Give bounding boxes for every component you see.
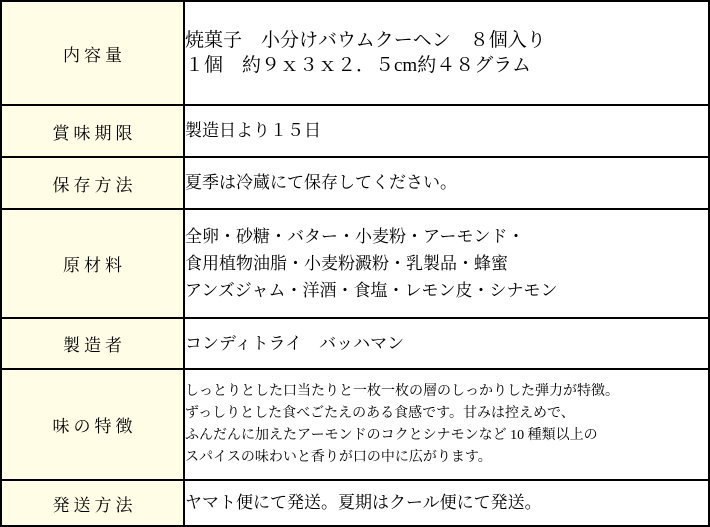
- table-row: [1, 1, 709, 105]
- content-line: 製造日より１５日: [185, 121, 321, 140]
- row-content: [184, 480, 709, 526]
- row-label: 保存方法: [1, 157, 184, 209]
- content-line: ふんだんに加えたアーモンドのコクとシナモンなど 10 種類以上の: [185, 427, 598, 443]
- row-content: [184, 318, 709, 369]
- row-content: [184, 369, 709, 480]
- content-line: 全卵・砂糖・バター・小麦粉・アーモンド・: [185, 227, 525, 246]
- row-content: [184, 1, 709, 105]
- row-label: 内容量: [1, 1, 184, 105]
- table-row: [1, 209, 709, 318]
- table-row: [1, 480, 709, 526]
- row-label: 発送方法: [1, 480, 184, 526]
- table-row: [1, 105, 709, 157]
- content-line: 夏季は冷蔵にて保存してください。: [185, 173, 457, 192]
- content-line: 食用植物油脂・小麦粉澱粉・乳製品・蜂蜜: [185, 254, 508, 273]
- table-row: [1, 369, 709, 480]
- row-label: 賞味期限: [1, 105, 184, 157]
- row-content: [184, 209, 709, 318]
- content-line: ヤマト便にて発送。夏期はクール便にて発送。: [185, 493, 542, 512]
- table-row: [1, 318, 709, 369]
- row-content: [184, 157, 709, 209]
- content-line: 焼菓子 小分けバウムクーヘン ８個入り: [185, 30, 546, 51]
- row-label: 製造者: [1, 318, 184, 369]
- row-content: [184, 105, 709, 157]
- content-line: アンズジャム・洋酒・食塩・レモン皮・シナモン: [185, 281, 558, 300]
- content-line: １個 約９ｘ３ｘ２．５cm約４８グラム: [185, 55, 532, 76]
- content-line: ずっしりとした食べごたえのある食感です。甘みは控えめで、: [185, 405, 575, 421]
- content-line: しっとりとした口当たりと一枚一枚の層のしっかりした弾力が特徴。: [185, 383, 619, 399]
- table-row: [1, 157, 709, 209]
- product-info-table-body: [1, 1, 709, 526]
- content-line: スパイスの味わいと香りが口の中に広がります。: [185, 449, 492, 465]
- row-label: 味の特徴: [1, 369, 184, 480]
- content-line: コンディトライ バッハマン: [185, 333, 405, 353]
- row-label: 原材料: [1, 209, 184, 318]
